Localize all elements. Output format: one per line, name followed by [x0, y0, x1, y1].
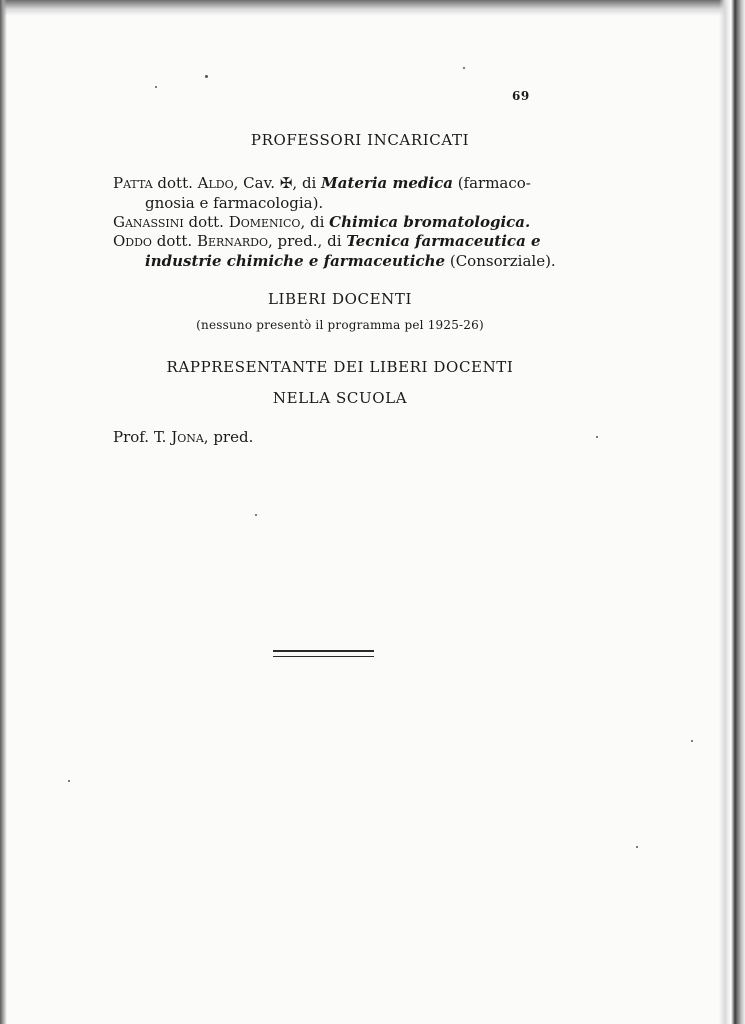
heading-rappresentante-line-1: RAPPRESENTANTE DEI LIBERI DOCENTI	[166, 358, 514, 376]
entry-oddo-line-2	[113, 251, 556, 271]
entry-jona-line	[113, 427, 545, 447]
entry-ganassini	[113, 212, 545, 232]
given-name: Bernardo	[196, 232, 268, 250]
surname: Oddo	[113, 232, 152, 250]
subject: Materia medica	[321, 174, 453, 192]
title-text: dott.	[151, 232, 197, 250]
entry-patta-line-2: gnosia e farmacologia).	[145, 194, 324, 212]
scan-speck	[636, 846, 638, 848]
given-name: Domenico	[228, 213, 301, 231]
connector-text: , di	[300, 213, 330, 231]
prefix: Prof. T.	[113, 428, 172, 446]
heading-liberi-docenti: LIBERI DOCENTI	[267, 290, 413, 308]
entry-oddo-line-1	[113, 231, 545, 251]
entry-oddo	[113, 231, 556, 271]
scan-speck	[463, 67, 465, 69]
scan-speck	[255, 514, 257, 516]
subject-tail: (Consorziale).	[445, 252, 556, 270]
cross-icon: ✠	[279, 174, 293, 192]
scan-edge-left	[0, 0, 7, 1024]
given-name: Aldo	[197, 174, 234, 192]
scan-edge-right	[719, 0, 745, 1024]
entry-jona	[113, 427, 545, 447]
surname: Patta	[113, 174, 153, 192]
scan-speck	[691, 740, 693, 742]
rank-text: , Cav.	[233, 174, 280, 192]
subject-line-1: Tecnica farmaceutica e	[346, 232, 541, 250]
title-text: dott.	[152, 174, 198, 192]
surname: Ganassini	[113, 213, 184, 231]
liberi-docenti-note: (nessuno presentò il programma pel 1925-26)	[196, 318, 484, 332]
entry-patta	[113, 173, 545, 213]
scan-speck	[596, 436, 598, 438]
subject: Chimica bromatologica.	[329, 213, 531, 231]
heading-professori-incaricati: PROFESSORI INCARICATI	[250, 131, 470, 149]
page-number: 69	[512, 89, 530, 103]
heading-rappresentante-line-2: NELLA SCUOLA	[272, 389, 408, 407]
suffix: , pred.	[203, 428, 254, 446]
subject-line-2: industrie chimiche e farmaceutiche	[145, 252, 446, 270]
scan-speck	[205, 75, 208, 78]
title-text: dott.	[183, 213, 229, 231]
connector-text: , di	[292, 174, 322, 192]
scan-edge-top	[0, 0, 745, 16]
entry-oddo-lead	[113, 232, 346, 250]
surname: Jona	[171, 428, 204, 446]
subject-tail: (farmaco-	[452, 174, 531, 192]
connector-text: , pred., di	[268, 232, 347, 250]
scan-speck	[68, 780, 70, 782]
scan-speck	[155, 86, 157, 88]
entry-patta-line-1	[113, 173, 545, 193]
entry-ganassini-line-1	[113, 212, 545, 232]
end-rule	[273, 650, 374, 657]
